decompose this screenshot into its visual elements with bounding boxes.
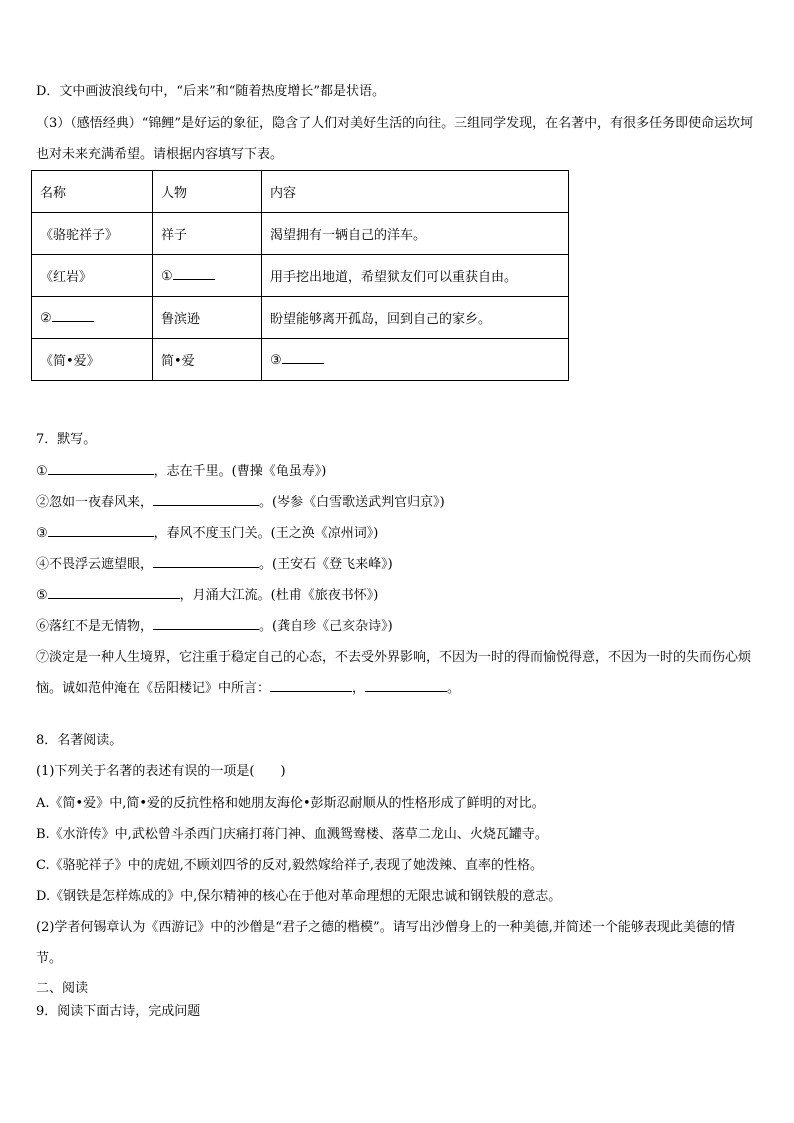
- item-7-sep: ，: [352, 681, 366, 696]
- q6-part3-prompt: （3）（感悟经典）“锦鲤”是好运的象征，隐含了人们对美好生活的向往。三组同学发现，在名著中，有很多任务即使命运坎坷也对未来充满希望。请根据内容填写下表。: [36, 116, 754, 162]
- answer-blank[interactable]: [48, 586, 180, 599]
- blank-number: ③: [270, 353, 282, 368]
- header-cell: 内容: [262, 171, 569, 213]
- table-cell: 渴望拥有一辆自己的洋车。: [262, 213, 569, 255]
- header-cell: 名称: [32, 171, 153, 213]
- table-row: [32, 255, 569, 297]
- answer-blank[interactable]: [48, 462, 154, 475]
- table-cell: 盼望能够离开孤岛，回到自己的家乡。: [262, 297, 569, 339]
- q7-title: 7．默写。: [36, 432, 97, 447]
- table-row: [32, 339, 569, 381]
- q6-option-d: D．文中画波浪线句中，“后来”和“随着热度增长”都是状语。: [36, 84, 386, 99]
- q8-option-d: D.《钢铁是怎样炼成的》中,保尔精神的核心在于他对革命理想的无限忠诚和钢铁般的意志。: [36, 889, 562, 904]
- blank-number: ①: [161, 269, 173, 284]
- table-header-row: [32, 171, 569, 213]
- blank-cell[interactable]: [262, 339, 569, 381]
- q8-option-a: A.《简•爱》中,简•爱的反抗性格和她朋友海伦•彭斯忍耐顺从的性格形成了鲜明的对比。: [36, 796, 545, 811]
- item-suffix: ，春风不度玉门关。(王之涣《凉州词》): [153, 526, 379, 541]
- item-prefix: ③: [36, 526, 48, 541]
- dictation-item: [36, 524, 378, 542]
- q8-option-c: C.《骆驼祥子》中的虎妞,不顾刘四爷的反对,毅然嫁给祥子,表现了她泼辣、直率的性格。: [36, 858, 544, 873]
- item-prefix: ⑥落红不是无情物，: [36, 619, 154, 634]
- dictation-item: [36, 586, 378, 604]
- item-suffix: 。(龚自珍《己亥杂诗》): [259, 619, 393, 634]
- dictation-item: [36, 617, 393, 635]
- answer-blank[interactable]: [153, 617, 259, 630]
- table-cell: 简•爱: [153, 339, 262, 381]
- table-cell: 《简•爱》: [32, 339, 153, 381]
- dictation-item: [36, 493, 445, 511]
- item-7-end: 。: [447, 681, 461, 696]
- table-row: [32, 297, 569, 339]
- header-cell: 人物: [153, 171, 262, 213]
- answer-blank[interactable]: [153, 493, 259, 506]
- blank-cell[interactable]: [153, 255, 262, 297]
- item-suffix: 。(岑参《白雪歌送武判官归京》): [259, 495, 445, 510]
- dictation-item: [36, 462, 326, 480]
- item-7-text: ⑦淡定是一种人生境界，它注重于稳定自己的心态，不去受外界影响，不因为一时的得而愉悦得意，不因为一时的失而伤心烦恼。诚如范仲淹在《岳阳楼记》中所言：: [36, 650, 752, 696]
- blank-cell[interactable]: [32, 297, 153, 339]
- item-prefix: ④不畏浮云遮望眼，: [36, 557, 154, 572]
- table-cell: 祥子: [153, 213, 262, 255]
- table-row: [32, 213, 569, 255]
- table-cell: 鲁滨逊: [153, 297, 262, 339]
- answer-blank[interactable]: [48, 524, 154, 537]
- section-heading: 二、阅读: [36, 981, 89, 996]
- answer-blank[interactable]: [282, 351, 324, 364]
- dictation-item: [36, 555, 393, 573]
- table-cell: 《红岩》: [32, 255, 153, 297]
- item-prefix: ①: [36, 464, 48, 479]
- item-suffix: ，志在千里。(曹操《龟虽寿》): [153, 464, 327, 479]
- q9-title: 9．阅读下面古诗，完成问题: [36, 1004, 201, 1019]
- answer-blank[interactable]: [153, 555, 259, 568]
- item-suffix: ，月涌大江流。(杜甫《旅夜书怀》): [179, 588, 379, 603]
- answer-blank[interactable]: [52, 309, 94, 322]
- item-prefix: ②忽如一夜春风来，: [36, 495, 154, 510]
- q8-option-b: B.《水浒传》中,武松曾斗杀西门庆痛打蒋门神、血溅鸳鸯楼、落草二龙山、火烧瓦罐寺。: [36, 827, 548, 842]
- item-prefix: ⑤: [36, 588, 48, 603]
- q8-sub1: (1)下列关于名著的表述有误的一项是( ): [36, 764, 286, 779]
- answer-blank[interactable]: [173, 267, 215, 280]
- dictation-item-7: [36, 642, 758, 704]
- answer-blank[interactable]: [365, 679, 447, 692]
- famous-works-table: [31, 170, 569, 381]
- q8-title: 8．名著阅读。: [36, 733, 123, 748]
- item-suffix: 。(王安石《登飞来峰》): [259, 557, 393, 572]
- answer-blank[interactable]: [270, 679, 352, 692]
- blank-number: ②: [40, 311, 52, 326]
- table-cell: 《骆驼祥子》: [32, 213, 153, 255]
- q8-sub2: (2)学者何锡章认为《西游记》中的沙僧是“君子之德的楷模”。请写出沙僧身上的一种美德,并简述一个能够表现此美德的情节。: [36, 920, 735, 966]
- table-cell: 用手挖出地道，希望狱友们可以重获自由。: [262, 255, 569, 297]
